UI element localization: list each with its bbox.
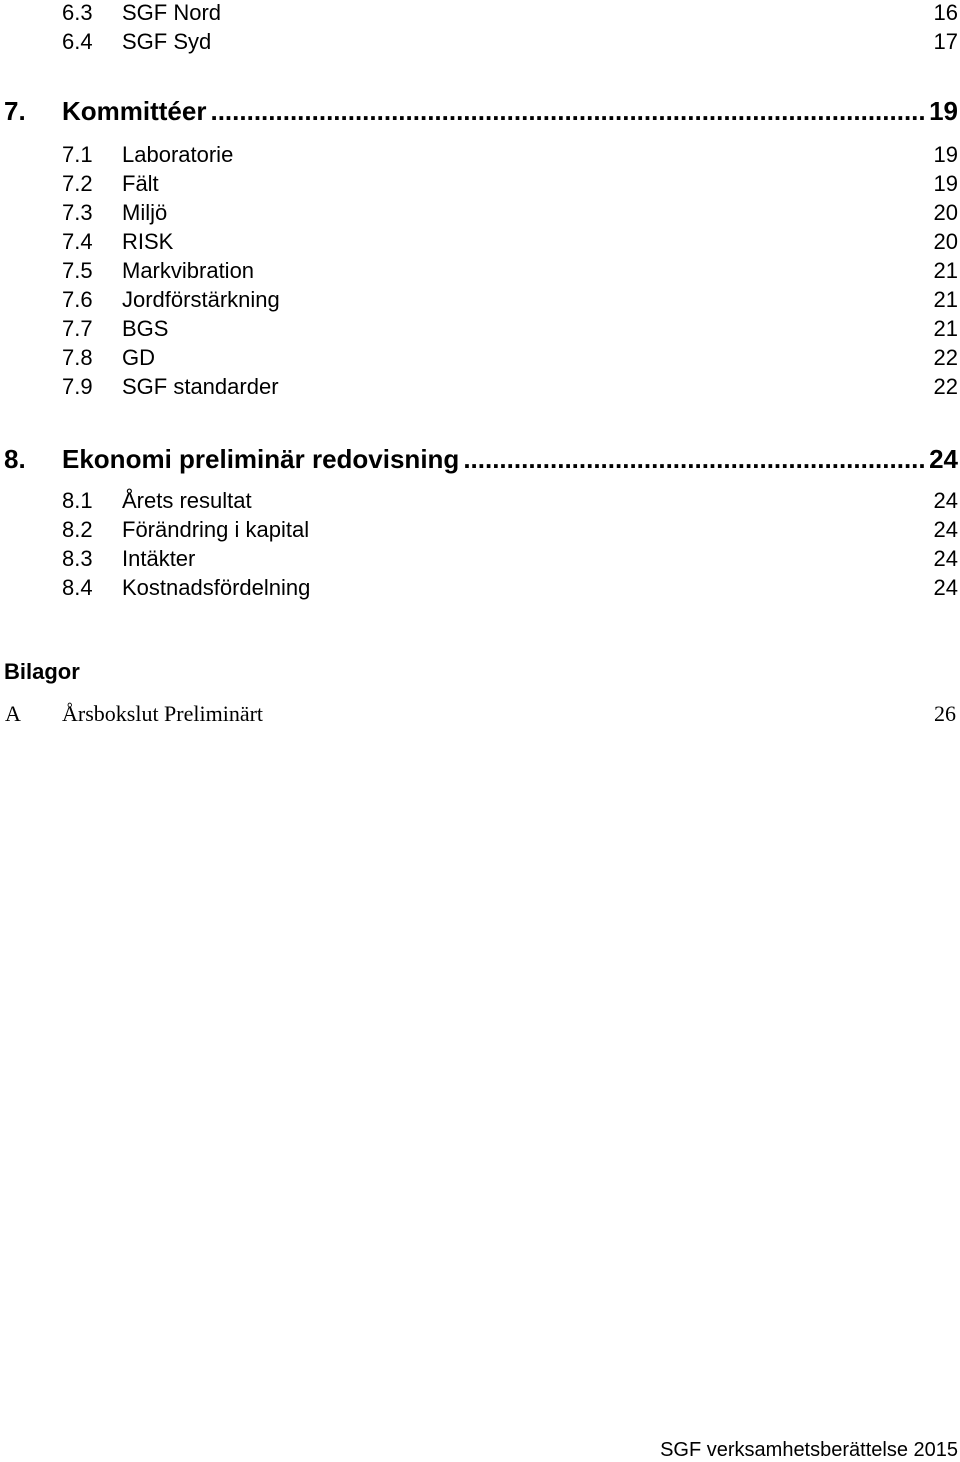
toc-entry-7-1[interactable] [0, 142, 958, 168]
toc-entry-page: 21 [933, 258, 958, 283]
toc-entry-number: 8.3 [62, 546, 93, 571]
toc-entry-page: 24 [933, 546, 958, 571]
toc-entry-title: Kostnadsfördelning [122, 575, 311, 600]
appendix-letter: A [5, 701, 21, 726]
page-footer: SGF verksamhetsberättelse 2015 [660, 1439, 958, 1461]
toc-entry-title: Fält [122, 171, 159, 196]
toc-heading-leader-row [62, 95, 958, 127]
toc-heading-title: Kommittéer [62, 96, 207, 126]
toc-entry-7-3[interactable] [0, 200, 958, 226]
toc-entry-7-2[interactable] [0, 171, 958, 197]
toc-heading-page: 19 [929, 96, 958, 126]
appendix-title: Årsbokslut Preliminärt [62, 701, 264, 726]
toc-entry-number: 7.3 [62, 200, 93, 225]
toc-entry-title: GD [122, 345, 155, 370]
toc-entry-8-3[interactable] [0, 546, 958, 572]
toc-entry-page: 19 [933, 171, 958, 196]
toc-heading-title: Ekonomi preliminär redovisning [62, 444, 460, 474]
toc-entry-title: Miljö [122, 200, 168, 225]
toc-entry-title: Laboratorie [122, 142, 234, 167]
toc-entry-number: 7.9 [62, 374, 93, 399]
appendix-entry-a[interactable] [0, 700, 958, 728]
toc-entry-7-5[interactable] [0, 258, 958, 284]
toc-entry-number: 6.4 [62, 29, 93, 54]
toc-entry-page: 16 [933, 0, 958, 25]
toc-entry-page: 20 [933, 229, 958, 254]
toc-entry-title: SGF standarder [122, 374, 279, 399]
toc-entry-page: 22 [933, 374, 958, 399]
toc-entry-title: Jordförstärkning [122, 287, 280, 312]
toc-entry-8-2[interactable] [0, 517, 958, 543]
toc-entry-7-7[interactable] [0, 316, 958, 342]
toc-entry-number: 8.4 [62, 575, 93, 600]
toc-entry-number: 7.2 [62, 171, 93, 196]
toc-entry-page: 17 [933, 29, 958, 54]
toc-entry-7-4[interactable] [0, 229, 958, 255]
toc-dot-leader [463, 443, 927, 475]
toc-entry-title: SGF Syd [122, 29, 212, 54]
toc-entry-6-4[interactable] [0, 29, 958, 55]
toc-entry-title: Årets resultat [122, 488, 252, 513]
toc-entry-page: 20 [933, 200, 958, 225]
toc-entry-number: 7.8 [62, 345, 93, 370]
toc-entry-7-6[interactable] [0, 287, 958, 313]
toc-entry-8-4[interactable] [0, 575, 958, 601]
toc-entry-number: 6.3 [62, 0, 93, 25]
toc-entry-8-1[interactable] [0, 488, 958, 514]
toc-entry-title: SGF Nord [122, 0, 222, 25]
toc-entry-page: 24 [933, 488, 958, 513]
toc-entry-number: 7.5 [62, 258, 93, 283]
toc-entry-number: 8.1 [62, 488, 93, 513]
toc-entry-number: 7.1 [62, 142, 93, 167]
toc-entry-page: 24 [933, 575, 958, 600]
toc-entry-page: 21 [933, 316, 958, 341]
toc-entry-7-9[interactable] [0, 374, 958, 400]
toc-entry-number: 7.4 [62, 229, 93, 254]
toc-entry-6-3[interactable] [0, 0, 958, 26]
toc-entry-page: 19 [933, 142, 958, 167]
toc-heading-8[interactable] [0, 443, 958, 475]
toc-entry-7-8[interactable] [0, 345, 958, 371]
toc-entry-title: Intäkter [122, 546, 196, 571]
toc-heading-number: 8. [4, 444, 26, 474]
toc-heading-number: 7. [4, 96, 26, 126]
appendix-page: 26 [934, 701, 956, 726]
toc-entry-title: Förändring i kapital [122, 517, 310, 542]
toc-dot-leader [210, 95, 927, 127]
toc-entry-number: 8.2 [62, 517, 93, 542]
toc-entry-page: 24 [933, 517, 958, 542]
toc-entry-page: 21 [933, 287, 958, 312]
toc-entry-number: 7.7 [62, 316, 93, 341]
toc-heading-7[interactable] [0, 95, 958, 127]
toc-heading-page: 24 [929, 444, 958, 474]
toc-entry-title: BGS [122, 316, 169, 341]
toc-entry-number: 7.6 [62, 287, 93, 312]
toc-heading-leader-row [62, 443, 958, 475]
toc-entry-page: 22 [933, 345, 958, 370]
appendices-heading: Bilagor [4, 659, 80, 684]
toc-entry-title: Markvibration [122, 258, 255, 283]
toc-entry-title: RISK [122, 229, 174, 254]
